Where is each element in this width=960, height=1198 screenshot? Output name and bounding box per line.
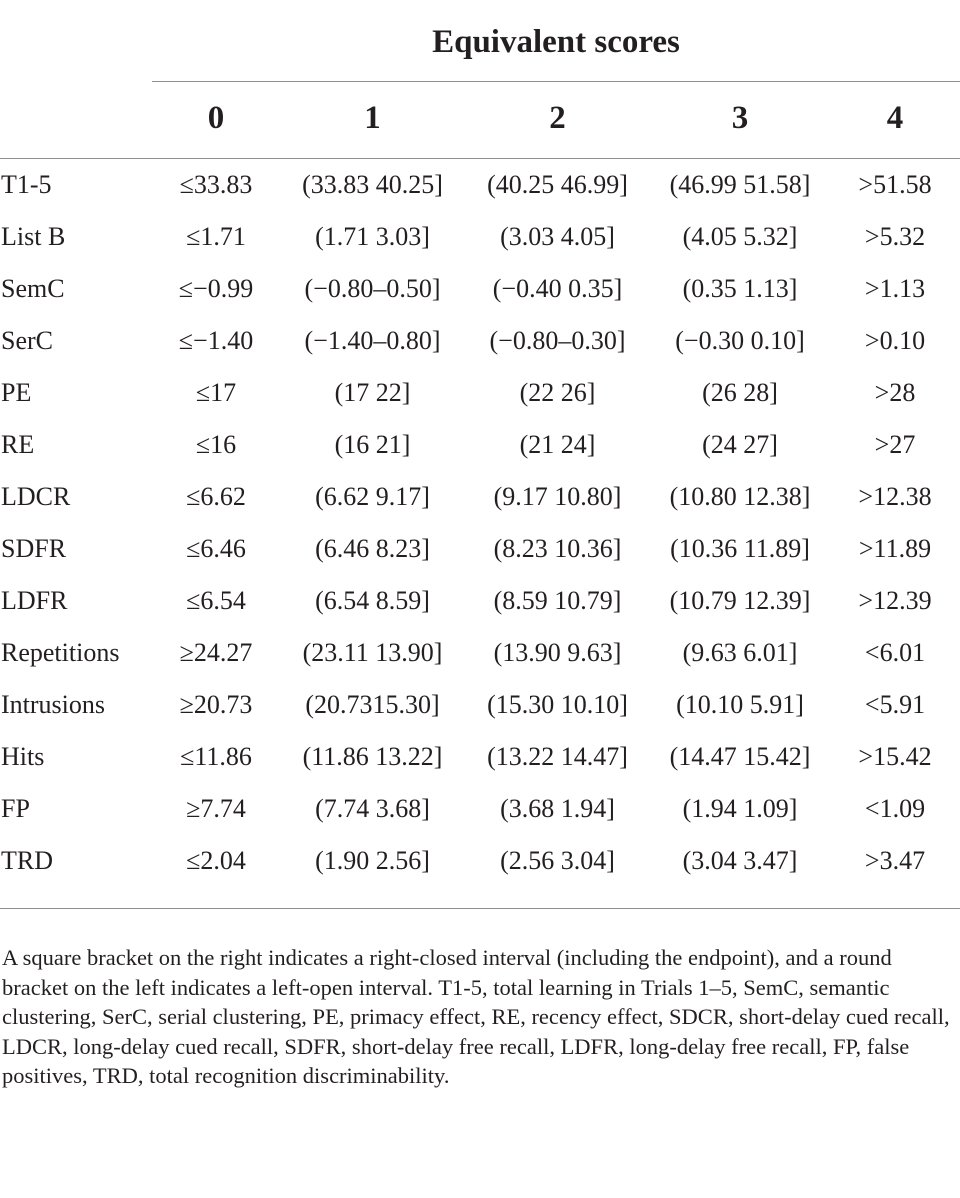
table-row: [0, 783, 960, 835]
score-cell: (11.86 13.22]: [302, 742, 443, 771]
score-cell: (1.90 2.56]: [315, 846, 430, 875]
score-cell: (6.54 8.59]: [315, 586, 430, 615]
table-row: [0, 679, 960, 731]
score-cell: (−0.30 0.10]: [675, 326, 805, 355]
score-cell: ≤2.04: [186, 846, 246, 875]
row-label: RE: [1, 430, 35, 459]
score-cell: (3.03 4.05]: [500, 222, 615, 251]
score-cell: (24 27]: [702, 430, 778, 459]
score-cell: (22 26]: [519, 378, 596, 407]
score-cell: (3.68 1.94]: [500, 794, 615, 823]
table-row: [0, 575, 960, 627]
table-row: [0, 367, 960, 419]
score-cell: (20.7315.30]: [305, 690, 440, 719]
score-cell: >5.32: [864, 222, 926, 251]
score-cell: <1.09: [864, 794, 926, 823]
score-cell: (13.22 14.47]: [487, 742, 628, 771]
score-cell: (10.79 12.39]: [669, 586, 811, 615]
score-cell: (2.56 3.04]: [500, 846, 615, 875]
score-cell: ≤17: [195, 378, 237, 407]
score-cell: (9.17 10.80]: [493, 482, 622, 511]
score-cell: (−0.80–0.50]: [304, 274, 441, 303]
group-header-rule: [152, 81, 960, 82]
score-cell: (1.71 3.03]: [315, 222, 430, 251]
score-cell: (1.94 1.09]: [682, 794, 798, 823]
score-cell: (13.90 9.63]: [493, 638, 622, 667]
table-row: [0, 159, 960, 211]
table-row: [0, 211, 960, 263]
row-label: SDFR: [1, 534, 67, 563]
score-cell: >11.89: [858, 534, 932, 563]
score-cell: ≥7.74: [186, 794, 246, 823]
table-row: [0, 315, 960, 367]
score-cell: (15.30 10.10]: [487, 690, 628, 719]
score-cell: >3.47: [864, 846, 926, 875]
score-cell: >28: [874, 378, 916, 407]
score-cell: (−0.40 0.35]: [492, 274, 623, 303]
score-cell: (−0.80–0.30]: [489, 326, 626, 355]
score-cell: >51.58: [858, 170, 932, 199]
score-cell: (0.35 1.13]: [682, 274, 798, 303]
score-cell: (3.04 3.47]: [682, 846, 798, 875]
column-header-2: 2: [549, 100, 566, 136]
score-cell: ≤6.54: [186, 586, 246, 615]
row-label: List B: [1, 222, 66, 251]
table-row: [0, 419, 960, 471]
score-cell: ≤6.62: [186, 482, 246, 511]
bottom-rule: [0, 908, 960, 909]
score-cell: (14.47 15.42]: [669, 742, 811, 771]
score-cell: (6.62 9.17]: [315, 482, 430, 511]
score-cell: >12.39: [858, 586, 932, 615]
table-row: [0, 731, 960, 783]
score-cell: (33.83 40.25]: [302, 170, 443, 199]
column-header-3: 3: [731, 100, 749, 136]
table-row: [0, 627, 960, 679]
score-cell: ≥24.27: [179, 638, 253, 667]
table-row: [0, 523, 960, 575]
row-label: TRD: [1, 846, 53, 875]
score-cell: ≤11.86: [180, 742, 252, 771]
column-header-1: 1: [364, 100, 381, 136]
row-label: LDCR: [1, 482, 71, 511]
score-cell: (7.74 3.68]: [315, 794, 430, 823]
score-cell: (21 24]: [519, 430, 596, 459]
group-header: Equivalent scores: [432, 24, 680, 60]
score-cell: (26 28]: [702, 378, 778, 407]
row-label: Hits: [1, 742, 45, 771]
score-cell: (−1.40–0.80]: [304, 326, 441, 355]
score-cell: ≥20.73: [179, 690, 253, 719]
score-cell: (16 21]: [334, 430, 411, 459]
score-cell: (8.23 10.36]: [493, 534, 622, 563]
score-cell: ≤1.71: [186, 222, 246, 251]
score-cell: >27: [874, 430, 916, 459]
table-footnote: A square bracket on the right indicates a right-closed interval (including the endpoint), and a round bracket on the left indicates a left-open interval. T1-5, total learning in Trials 1–5, SemC, semantic clustering, SerC, serial clustering, PE, primacy effect, RE, recency effect, SDCR, short-delay cued recall, LDCR, long-delay cued recall, SDFR, short-delay free recall, LDFR, long-delay free recall, FP, false positives, TRD, total recognition discriminability.: [2, 945, 950, 1089]
score-cell: >15.42: [858, 742, 932, 771]
column-header-4: 4: [886, 100, 904, 136]
column-header-0: 0: [207, 100, 225, 136]
score-cell: >12.38: [858, 482, 932, 511]
table-row: [0, 471, 960, 523]
score-cell: (46.99 51.58]: [669, 170, 811, 199]
score-cell: ≤16: [195, 430, 237, 459]
table-row: [0, 835, 960, 887]
score-cell: ≤33.83: [179, 170, 253, 199]
score-cell: (9.63 6.01]: [682, 638, 798, 667]
score-cell: ≤6.46: [186, 534, 246, 563]
table-row: [0, 263, 960, 315]
row-label: Intrusions: [1, 690, 105, 719]
row-label: T1-5: [1, 170, 52, 199]
score-cell: (10.10 5.91]: [676, 690, 804, 719]
score-cell: (10.36 11.89]: [670, 534, 810, 563]
score-cell: (17 22]: [334, 378, 411, 407]
score-cell: ≤−1.40: [178, 326, 254, 355]
score-cell: <5.91: [864, 690, 926, 719]
score-cell: >0.10: [864, 326, 926, 355]
row-label: SemC: [1, 274, 65, 303]
score-cell: ≤−0.99: [178, 274, 254, 303]
row-label: Repetitions: [1, 638, 120, 667]
score-cell: >1.13: [864, 274, 926, 303]
table-body: [0, 159, 960, 887]
score-cell: (40.25 46.99]: [487, 170, 628, 199]
row-label: LDFR: [1, 586, 68, 615]
score-cell: (6.46 8.23]: [315, 534, 430, 563]
row-label: PE: [1, 378, 32, 407]
score-cell: <6.01: [864, 638, 926, 667]
score-cell: (10.80 12.38]: [669, 482, 811, 511]
data-table: [0, 159, 960, 887]
score-cell: (8.59 10.79]: [493, 586, 622, 615]
score-cell: (23.11 13.90]: [302, 638, 443, 667]
score-cell: (4.05 5.32]: [682, 222, 798, 251]
row-label: SerC: [1, 326, 53, 355]
row-label: FP: [1, 794, 30, 823]
